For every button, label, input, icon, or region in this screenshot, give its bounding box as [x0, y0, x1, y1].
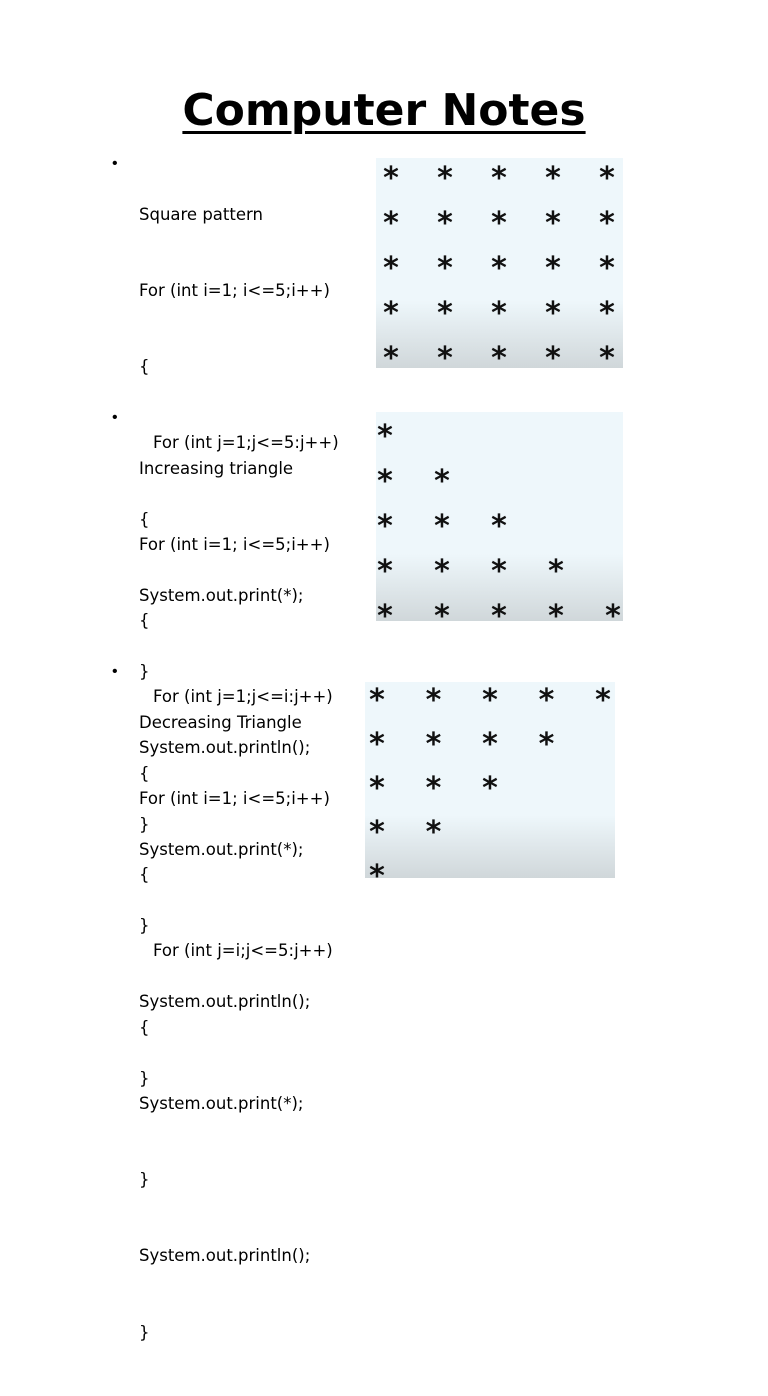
star-mark: * — [548, 554, 564, 589]
star-mark: * — [599, 161, 615, 196]
decreasing-triangle-output — [365, 682, 615, 894]
star-mark: * — [538, 727, 555, 762]
code-line: For (int i=1; i<=5;i++) — [139, 535, 330, 555]
star-mark: * — [377, 599, 393, 634]
code-line: { — [139, 1017, 150, 1037]
star-mark: * — [491, 554, 507, 589]
star-mark: * — [491, 599, 507, 634]
star-mark: * — [383, 251, 399, 286]
code-line: System.out.println(); — [139, 1246, 311, 1266]
star-mark: * — [437, 251, 453, 286]
code-line: System.out.println(); — [139, 992, 311, 1012]
code-line: For (int j=1;j<=5:j++) — [153, 433, 339, 453]
star-mark: * — [434, 554, 450, 589]
star-mark: * — [434, 509, 450, 544]
code-line: } — [139, 814, 150, 834]
star-mark: * — [491, 251, 507, 286]
code-line: System.out.print(*); — [139, 839, 304, 859]
star-mark: * — [437, 341, 453, 376]
star-mark: * — [377, 554, 393, 589]
star-mark: * — [377, 419, 393, 454]
star-mark: * — [482, 683, 498, 718]
decreasing-triangle-code — [139, 659, 333, 1396]
star-mark: * — [491, 206, 507, 241]
star-mark: * — [491, 509, 507, 544]
star-mark: * — [599, 251, 615, 286]
code-line: For (int j=i;j<=5:j++) — [153, 941, 333, 961]
star-mark: * — [595, 683, 611, 718]
star-mark: * — [491, 296, 507, 331]
bullet-point: • — [112, 663, 118, 680]
star-mark: * — [599, 206, 615, 241]
bullet-point: • — [112, 409, 118, 426]
star-mark: * — [383, 296, 399, 331]
star-mark: * — [599, 296, 615, 331]
code-line: { — [139, 611, 150, 631]
star-mark: * — [538, 683, 555, 718]
star-mark: * — [377, 464, 393, 499]
star-mark: * — [383, 206, 399, 241]
star-mark: * — [482, 771, 498, 806]
star-mark: * — [548, 599, 564, 634]
star-mark: * — [425, 815, 442, 850]
star-mark: * — [545, 206, 561, 241]
star-mark: * — [545, 251, 561, 286]
page-title: Computer Notes — [182, 85, 586, 136]
star-mark: * — [545, 161, 561, 196]
star-mark: * — [369, 859, 385, 894]
star-mark: * — [545, 296, 561, 331]
increasing-triangle-output — [376, 412, 623, 634]
star-mark: * — [434, 599, 450, 634]
code-line: } — [139, 1322, 150, 1342]
star-mark: * — [369, 683, 385, 718]
code-line: For (int i=1; i<=5;i++) — [139, 281, 330, 301]
bullet-point: • — [112, 155, 118, 172]
star-mark: * — [369, 815, 385, 850]
square-pattern-output — [376, 158, 623, 376]
star-mark: * — [482, 727, 498, 762]
increasing-triangle-heading: Increasing triangle — [139, 458, 294, 478]
star-mark: * — [545, 341, 561, 376]
star-mark: * — [425, 727, 442, 762]
star-mark: * — [437, 296, 453, 331]
star-mark: * — [491, 161, 507, 196]
star-mark: * — [383, 161, 399, 196]
code-line: { — [139, 357, 150, 377]
decreasing-triangle-heading: Decreasing Triangle — [139, 712, 302, 732]
star-mark: * — [383, 341, 399, 376]
code-line: { — [139, 865, 150, 885]
code-line: } — [139, 1170, 150, 1190]
star-mark: * — [377, 509, 393, 544]
star-mark: * — [425, 683, 442, 718]
star-mark: * — [369, 771, 385, 806]
code-line: } — [139, 916, 150, 936]
star-mark: * — [425, 771, 442, 806]
code-line: { — [139, 763, 150, 783]
star-mark: * — [437, 161, 453, 196]
code-line: System.out.print(*); — [139, 585, 304, 605]
star-mark: * — [434, 464, 450, 499]
star-mark: * — [599, 341, 615, 376]
star-mark: * — [491, 341, 507, 376]
star-mark: * — [605, 599, 621, 634]
code-line: } — [139, 662, 150, 682]
code-line: For (int j=1;j<=i:j++) — [153, 687, 333, 707]
code-line: } — [139, 1068, 150, 1088]
code-line: { — [139, 509, 150, 529]
square-pattern-heading: Square pattern — [139, 204, 263, 224]
star-mark: * — [369, 727, 385, 762]
code-line: For (int i=1; i<=5;i++) — [139, 789, 330, 809]
code-line: System.out.print(*); — [139, 1093, 304, 1113]
star-mark: * — [437, 206, 453, 241]
code-line: System.out.println(); — [139, 738, 311, 758]
